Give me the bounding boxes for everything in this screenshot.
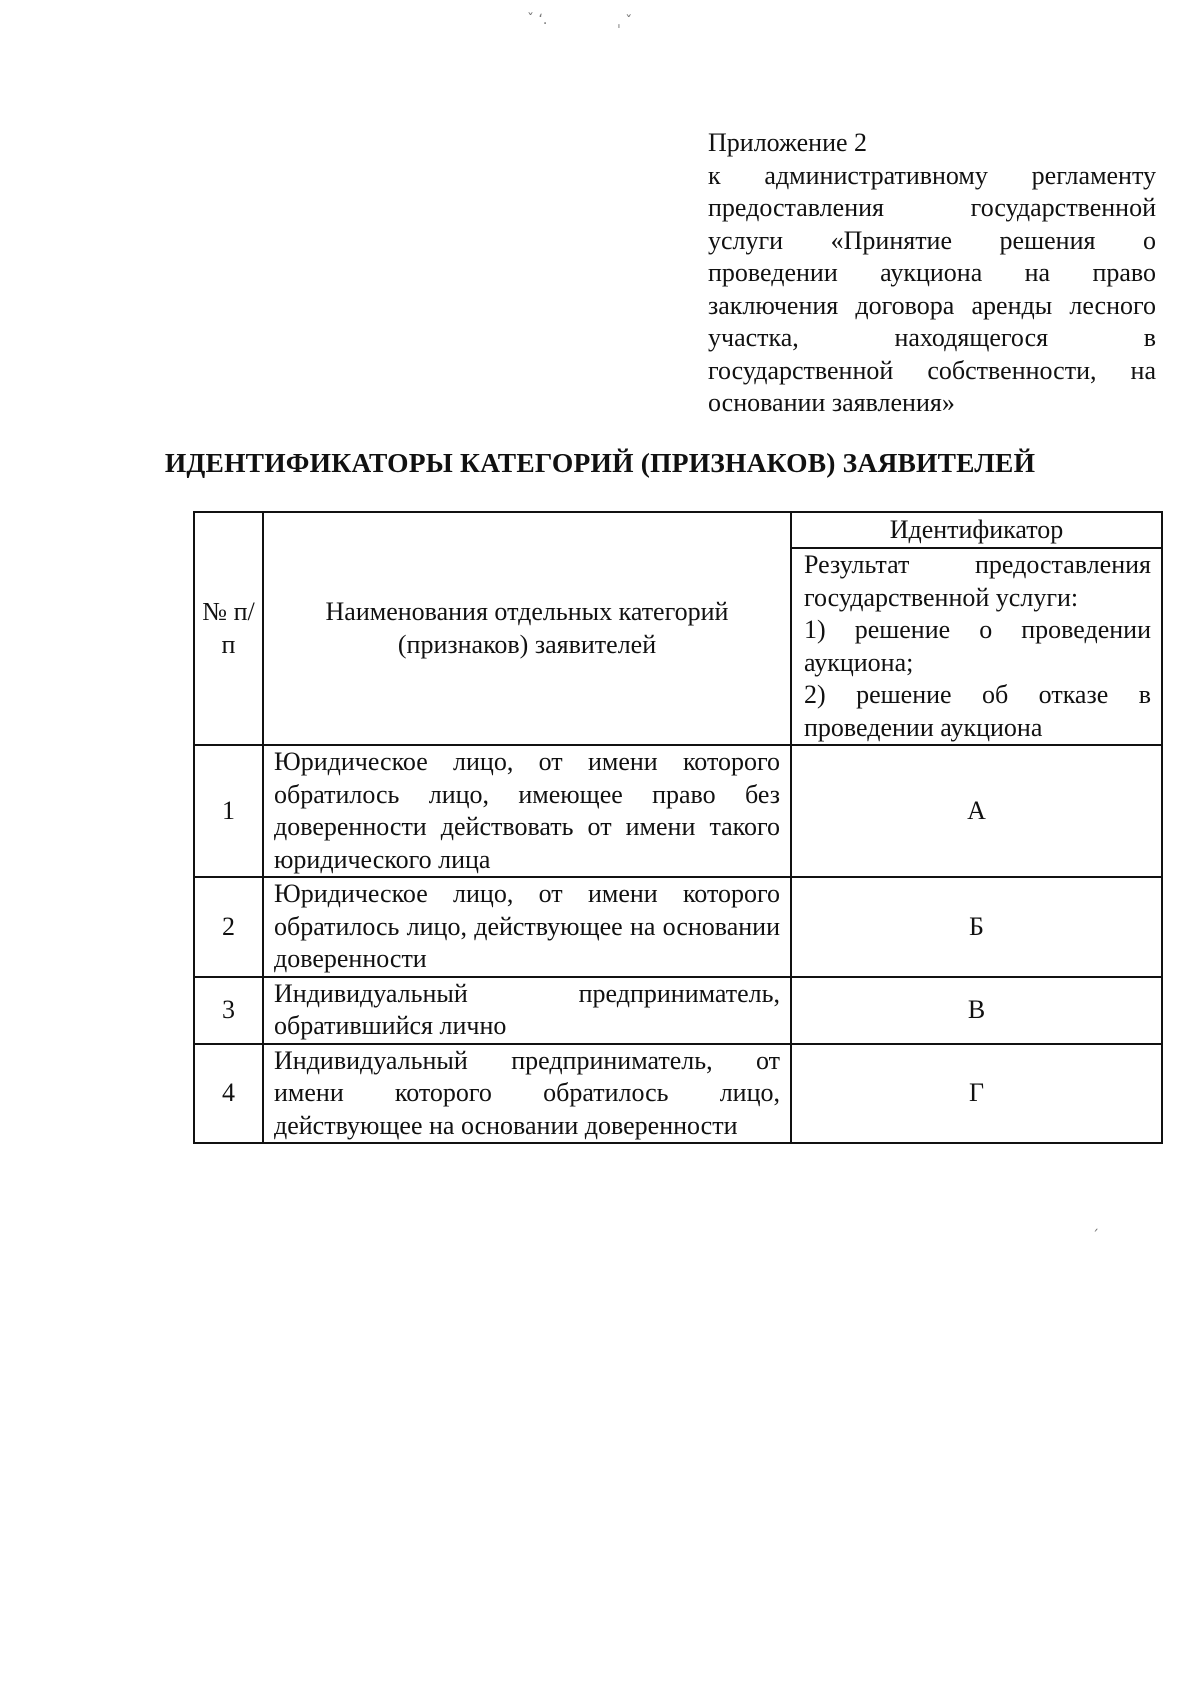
- row-identifier: В: [791, 977, 1162, 1044]
- header-num: № п/п: [194, 512, 263, 745]
- table-header-row: [194, 512, 1162, 548]
- row-num: 4: [194, 1044, 263, 1144]
- result-line: 2) решение об отказе в проведении аукциона: [804, 680, 1151, 742]
- approval-heading: Приложение 2: [708, 128, 868, 157]
- row-category-name: Индивидуальный предприниматель, от имени которого обратилось лицо, действующее на основании доверенности: [263, 1044, 791, 1144]
- row-category-name: Юридическое лицо, от имени которого обратилось лицо, имеющее право без доверенности действовать от имени такого юридического лица: [263, 745, 791, 877]
- row-identifier: Г: [791, 1044, 1162, 1144]
- header-result: [791, 548, 1162, 745]
- row-category-name: Юридическое лицо, от имени которого обратилось лицо, действующее на основании доверенности: [263, 877, 791, 977]
- scan-speck: ˏ: [1092, 1216, 1099, 1232]
- scan-speck: ˌ ˇ: [617, 14, 633, 30]
- header-identifier: Идентификатор: [791, 512, 1162, 548]
- row-identifier: А: [791, 745, 1162, 877]
- scan-speck: ˇ ʻ.: [527, 12, 548, 28]
- table-row: [194, 745, 1162, 877]
- categories-table-container: [193, 511, 1161, 1144]
- document-title: ИДЕНТИФИКАТОРЫ КАТЕГОРИЙ (ПРИЗНАКОВ) ЗАЯВИТЕЛЕЙ: [164, 447, 1036, 478]
- row-category-name: Индивидуальный предприниматель, обратившийся лично: [263, 977, 791, 1044]
- row-identifier: Б: [791, 877, 1162, 977]
- table-row: [194, 1044, 1162, 1144]
- categories-table: [193, 511, 1163, 1144]
- result-line: Результат предоставления государственной услуги:: [804, 550, 1151, 612]
- row-num: 1: [194, 745, 263, 877]
- row-num: 3: [194, 977, 263, 1044]
- approval-text: к административному регламенту предоставления государственной услуги «Принятие решения о проведении аукциона на право заключения договора аренды лесного участка, находящегося в государственной собственности, на основании заявления»: [708, 160, 1156, 417]
- approval-block: [708, 127, 1156, 420]
- table-row: [194, 977, 1162, 1044]
- result-line: 1) решение о проведении аукциона;: [804, 615, 1151, 677]
- header-name: Наименования отдельных категорий (признаков) заявителей: [263, 512, 791, 745]
- table-row: [194, 877, 1162, 977]
- row-num: 2: [194, 877, 263, 977]
